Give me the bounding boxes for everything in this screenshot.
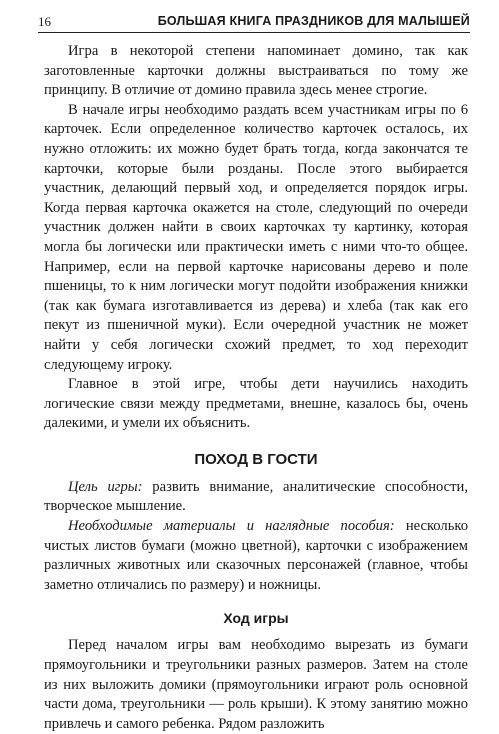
section-title: ПОХОД В ГОСТИ <box>194 450 318 468</box>
paragraph-game-rules: В начале игры необходимо раздать всем участникам игры по 6 карточек. Если определенное количество карточек осталось, их нужно отложить: их можно будет брать тогда, когда закончатся те карточки, которые были розданы. После этого выбирается участник, делающий первый ход, и определяется порядок игры. Когда первая карточка окажется на столе, следующий по очереди участник должен найти в своих карточках ту картинку, которая могла бы логически или практически иметь с ними что-то общее. Например, если на первой карточке нарисованы дерево и поле пшеницы, то к ним логически могут подойти изображения книжки (так как бумага изготавливается из дерева) и хлеба (так как его пекут из пшеничной муки). Если очередной участник не может найти у себя логически схожий предмет, то ход переходит следующему игроку. <box>44 101 468 373</box>
goal-label: Цель игры: <box>68 478 143 495</box>
materials-text: несколько чистых листов бумаги (можно цветной), карточки с изображением различных животных или сказочных персонажей (главное, чтобы заметно отличались по размеру) и ножницы. <box>44 518 468 593</box>
goal-text: развить внимание, аналитические способности, творческое мышление. <box>44 478 468 515</box>
book-title: БОЛЬШАЯ КНИГА ПРАЗДНИКОВ ДЛЯ МАЛЫШЕЙ <box>157 14 470 28</box>
materials-label: Необходимые материалы и наглядные пособия: <box>68 518 395 535</box>
paragraph-procedure: Перед началом игры вам необходимо вырезать из бумаги прямоугольники и треугольники разных размеров. Затем на столе из них выложить домики (прямоугольники играют роль основной части дома, треугольники — роль крыши). К этому занятию можно привлечь и самого ребенка. Рядом разложить <box>44 637 468 732</box>
paragraph-materials <box>44 517 468 595</box>
page-number: 16 <box>38 14 51 29</box>
page-body <box>44 42 468 734</box>
paragraph-game-purpose: Главное в этой игре, чтобы дети научились находить логические связи между предметами, внешне, казалось бы, очень далекими, и умели их объяснить. <box>44 376 468 432</box>
paragraph-domino-comparison: Игра в некоторой степени напоминает домино, так как заготовленные карточки должны выстраиваться по тому же принципу. В отличие от домино правила здесь менее строгие. <box>44 43 468 99</box>
paragraph-goal <box>44 478 468 517</box>
running-header <box>38 12 470 33</box>
subsection-title: Ход игры <box>223 610 289 627</box>
